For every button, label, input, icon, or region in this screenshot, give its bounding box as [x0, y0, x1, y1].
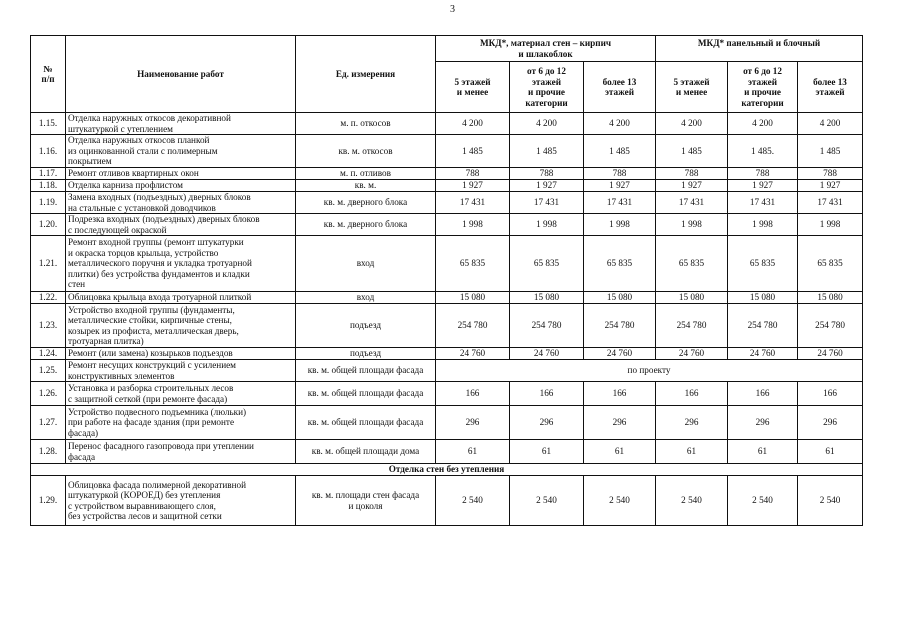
- rate-value: 4 200: [728, 113, 798, 135]
- rate-value: 61: [728, 440, 798, 464]
- rate-value: 788: [798, 168, 863, 180]
- rate-value: 4 200: [798, 113, 863, 135]
- rate-value: 15 080: [798, 292, 863, 304]
- header-unit: Ед. измерения: [296, 36, 436, 113]
- rate-value: 166: [436, 382, 510, 406]
- rate-value: 17 431: [510, 192, 584, 214]
- rate-value: 15 080: [436, 292, 510, 304]
- header-sub: 5 этажей и менее: [436, 62, 510, 113]
- rate-value: 24 760: [436, 348, 510, 360]
- unit-of-measure: кв. м. откосов: [296, 135, 436, 168]
- rate-value: 2 540: [584, 476, 656, 526]
- header-group-panel: МКД* панельный и блочный: [656, 36, 863, 62]
- table-row: [31, 476, 863, 526]
- header-sub: более 13 этажей: [584, 62, 656, 113]
- unit-of-measure: вход: [296, 292, 436, 304]
- row-number: 1.24.: [31, 348, 66, 360]
- rate-value: 65 835: [656, 236, 728, 292]
- unit-of-measure: м. п. откосов: [296, 113, 436, 135]
- rate-value: 1 998: [798, 214, 863, 236]
- rate-value: 254 780: [436, 304, 510, 348]
- table-row: [31, 236, 863, 292]
- row-number: 1.20.: [31, 214, 66, 236]
- work-name: Ремонт отливов квартирных окон: [66, 168, 296, 180]
- rate-value: 1 998: [728, 214, 798, 236]
- row-number: 1.16.: [31, 135, 66, 168]
- rate-value: 1 927: [728, 180, 798, 192]
- table-row: [31, 440, 863, 464]
- rate-value: 296: [584, 406, 656, 440]
- rate-value: 2 540: [798, 476, 863, 526]
- rate-value: 24 760: [728, 348, 798, 360]
- work-name: Установка и разборка строительных лесов с защитной сеткой (при ремонте фасада): [66, 382, 296, 406]
- rate-value: 254 780: [584, 304, 656, 348]
- rate-value: 17 431: [798, 192, 863, 214]
- work-name: Ремонт (или замена) козырьков подъездов: [66, 348, 296, 360]
- row-number: 1.26.: [31, 382, 66, 406]
- table-row: [31, 214, 863, 236]
- rate-value: 17 431: [656, 192, 728, 214]
- rate-value: 1 485: [510, 135, 584, 168]
- work-name: Ремонт входной группы (ремонт штукатурки и окраска торцов крыльца, устройство металлического поручня и укладка тротуарной плитки) без устройства фундаментов и кладки стен: [66, 236, 296, 292]
- work-name: Устройство входной группы (фундаменты, металлические стойки, кирпичные стены, козырек из профиста, металлическая дверь, тротуарная плитка): [66, 304, 296, 348]
- row-number: 1.22.: [31, 292, 66, 304]
- rate-value: 61: [656, 440, 728, 464]
- rate-value: 1 998: [510, 214, 584, 236]
- table-row: [31, 113, 863, 135]
- rate-value: 1 927: [798, 180, 863, 192]
- rate-value: 788: [656, 168, 728, 180]
- rate-value: 1 927: [510, 180, 584, 192]
- rate-value: 254 780: [798, 304, 863, 348]
- rate-value: 254 780: [656, 304, 728, 348]
- row-number: 1.15.: [31, 113, 66, 135]
- row-number: 1.28.: [31, 440, 66, 464]
- rate-value: 4 200: [584, 113, 656, 135]
- rate-value: 1 927: [656, 180, 728, 192]
- rate-value: 61: [798, 440, 863, 464]
- rate-value: 788: [436, 168, 510, 180]
- work-name: Облицовка фасада полимерной декоративной штукатуркой (КОРОЕД) без утепления с устройством выравнивающего слоя, без устройства лесов и защитной сетки: [66, 476, 296, 526]
- rate-value: 65 835: [510, 236, 584, 292]
- rate-value: 61: [584, 440, 656, 464]
- row-number: 1.27.: [31, 406, 66, 440]
- work-name: Отделка карниза профлистом: [66, 180, 296, 192]
- header-sub: более 13 этажей: [798, 62, 863, 113]
- row-number: 1.18.: [31, 180, 66, 192]
- work-name: Отделка наружных откосов планкой из оцинкованной стали с полимерным покрытием: [66, 135, 296, 168]
- unit-of-measure: вход: [296, 236, 436, 292]
- unit-of-measure: кв. м. дверного блока: [296, 192, 436, 214]
- rate-value: 15 080: [728, 292, 798, 304]
- unit-of-measure: кв. м. общей площади фасада: [296, 382, 436, 406]
- header-sub: 5 этажей и менее: [656, 62, 728, 113]
- unit-of-measure: м. п. отливов: [296, 168, 436, 180]
- rate-value: 24 760: [656, 348, 728, 360]
- rate-value: 296: [656, 406, 728, 440]
- rate-value: 65 835: [798, 236, 863, 292]
- rate-value: 24 760: [510, 348, 584, 360]
- rate-value: 1 927: [436, 180, 510, 192]
- row-number: 1.25.: [31, 360, 66, 382]
- rate-value: 166: [798, 382, 863, 406]
- table-body: [31, 113, 863, 526]
- rate-value: 1 485: [656, 135, 728, 168]
- table-row: [31, 304, 863, 348]
- rate-value: 17 431: [584, 192, 656, 214]
- rate-value: 296: [798, 406, 863, 440]
- header-num: № п/п: [31, 36, 66, 113]
- rate-value: 17 431: [728, 192, 798, 214]
- work-name: Подрезка входных (подъездных) дверных блоков с последующей окраской: [66, 214, 296, 236]
- rate-value: 296: [436, 406, 510, 440]
- rate-value: 4 200: [436, 113, 510, 135]
- work-name: Устройство подвесного подъемника (люльки) при работе на фасаде здания (при ремонте фасада): [66, 406, 296, 440]
- rate-value: 61: [510, 440, 584, 464]
- rate-value: 61: [436, 440, 510, 464]
- rate-value: 1 998: [656, 214, 728, 236]
- rate-value: 296: [510, 406, 584, 440]
- rate-value: 24 760: [798, 348, 863, 360]
- rate-value: 1 485.: [728, 135, 798, 168]
- work-name: Облицовка крыльца входа тротуарной плиткой: [66, 292, 296, 304]
- unit-of-measure: подъезд: [296, 348, 436, 360]
- unit-of-measure: подъезд: [296, 304, 436, 348]
- rate-value: 166: [584, 382, 656, 406]
- rate-value: 2 540: [436, 476, 510, 526]
- table-row: [31, 292, 863, 304]
- rate-value: 254 780: [510, 304, 584, 348]
- work-name: Замена входных (подъездных) дверных блоков на стальные с установкой доводчиков: [66, 192, 296, 214]
- rate-value: 1 485: [584, 135, 656, 168]
- row-number: 1.23.: [31, 304, 66, 348]
- rate-value: 65 835: [436, 236, 510, 292]
- rate-value: 1 485: [798, 135, 863, 168]
- unit-of-measure: кв. м. дверного блока: [296, 214, 436, 236]
- unit-of-measure: кв. м. общей площади дома: [296, 440, 436, 464]
- rate-value: 788: [584, 168, 656, 180]
- row-number: 1.21.: [31, 236, 66, 292]
- table-row: [31, 168, 863, 180]
- row-number: 1.19.: [31, 192, 66, 214]
- rate-value: 2 540: [656, 476, 728, 526]
- table-row: [31, 406, 863, 440]
- unit-of-measure: кв. м. общей площади фасада: [296, 360, 436, 382]
- unit-of-measure: кв. м.: [296, 180, 436, 192]
- unit-of-measure: кв. м. общей площади фасада: [296, 406, 436, 440]
- work-name: Отделка наружных откосов декоративной штукатуркой с утеплением: [66, 113, 296, 135]
- rate-value: 15 080: [510, 292, 584, 304]
- page-number: 3: [450, 4, 455, 15]
- rate-value: 4 200: [656, 113, 728, 135]
- rate-value: 2 540: [728, 476, 798, 526]
- row-number: 1.17.: [31, 168, 66, 180]
- table-row: [31, 348, 863, 360]
- rate-value: 166: [656, 382, 728, 406]
- header-name: Наименование работ: [66, 36, 296, 113]
- rate-value: 296: [728, 406, 798, 440]
- unit-of-measure: кв. м. площади стен фасада и цоколя: [296, 476, 436, 526]
- rate-value: 166: [728, 382, 798, 406]
- rate-value: 65 835: [584, 236, 656, 292]
- rate-value: 788: [728, 168, 798, 180]
- section-row: [31, 464, 863, 476]
- table-row: [31, 135, 863, 168]
- rate-value: 166: [510, 382, 584, 406]
- header-sub: от 6 до 12 этажей и прочие категории: [728, 62, 798, 113]
- merged-value: по проекту: [436, 360, 863, 382]
- rate-value: 1 998: [584, 214, 656, 236]
- table-row: [31, 360, 863, 382]
- table-row: [31, 382, 863, 406]
- rates-table: [30, 35, 863, 526]
- rate-value: 15 080: [584, 292, 656, 304]
- rate-value: 65 835: [728, 236, 798, 292]
- rate-value: 1 485: [436, 135, 510, 168]
- table-row: [31, 192, 863, 214]
- work-name: Перенос фасадного газопровода при утеплении фасада: [66, 440, 296, 464]
- rate-value: 4 200: [510, 113, 584, 135]
- rate-value: 254 780: [728, 304, 798, 348]
- rate-value: 1 998: [436, 214, 510, 236]
- header-group-brick: МКД*, материал стен – кирпич и шлакоблок: [436, 36, 656, 62]
- rate-value: 788: [510, 168, 584, 180]
- rate-value: 1 927: [584, 180, 656, 192]
- rate-value: 15 080: [656, 292, 728, 304]
- table-row: [31, 180, 863, 192]
- rate-value: 2 540: [510, 476, 584, 526]
- rate-value: 17 431: [436, 192, 510, 214]
- work-name: Ремонт несущих конструкций с усилением конструктивных элементов: [66, 360, 296, 382]
- row-number: 1.29.: [31, 476, 66, 526]
- header-sub: от 6 до 12 этажей и прочие категории: [510, 62, 584, 113]
- section-title: Отделка стен без утепления: [31, 464, 863, 476]
- rate-value: 24 760: [584, 348, 656, 360]
